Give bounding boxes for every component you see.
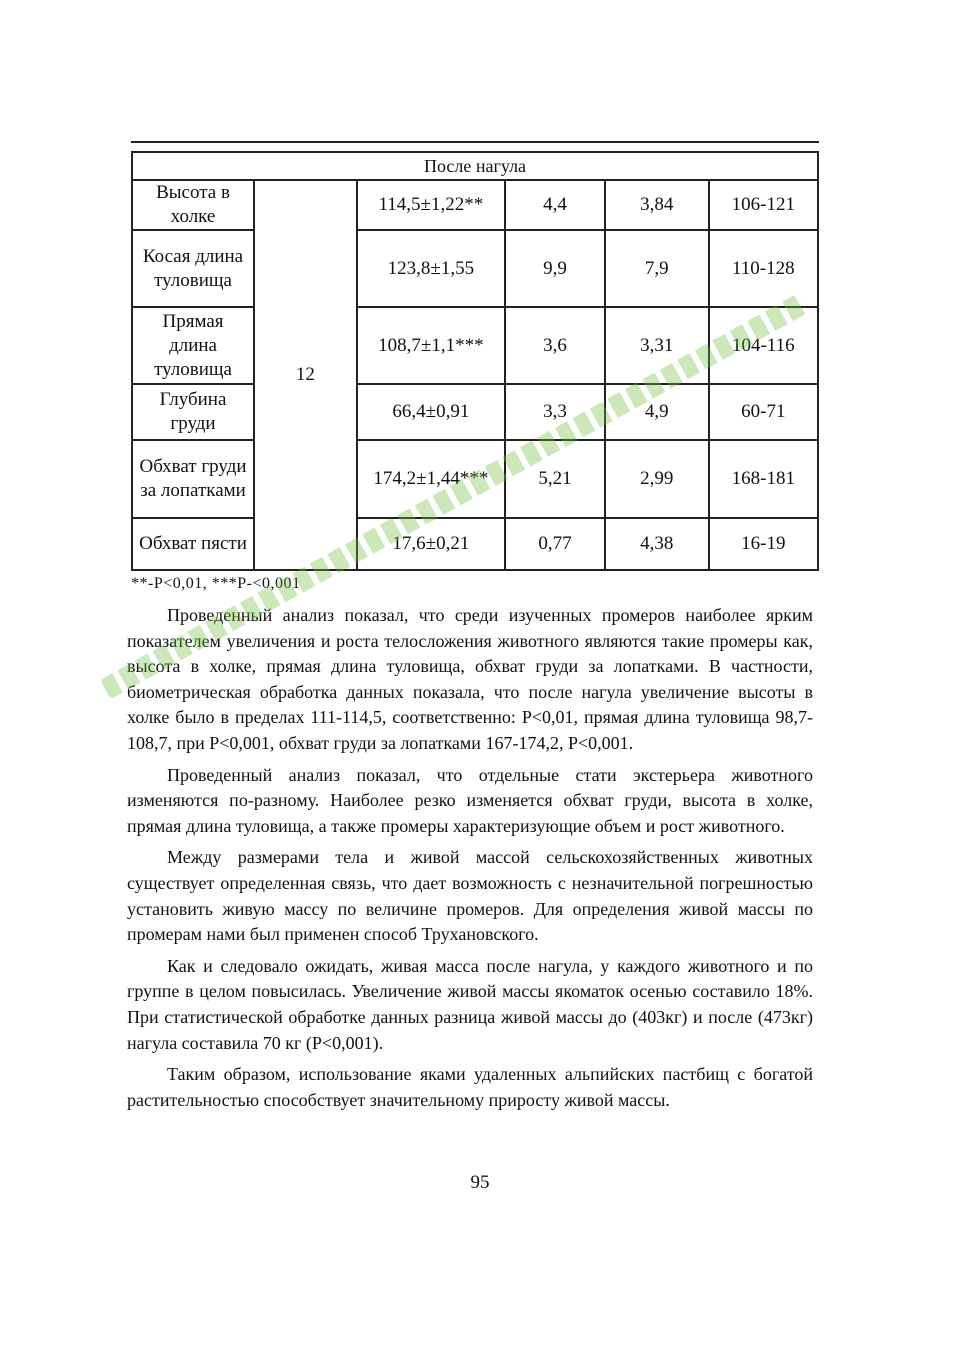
range-cell: 60-71 <box>709 384 818 440</box>
sd-cell: 2,99 <box>605 440 709 518</box>
table-row <box>132 230 818 307</box>
range-cell: 110-128 <box>709 230 818 307</box>
row-name: Глубина груди <box>132 384 254 440</box>
paragraph: Проведенный анализ показал, что среди изученных промеров наиболее ярким показателем увеличения и роста телосложения животного являются такие промеры как, высота в холке, прямая длина туловища, обхват груди за лопатками. В частности, биометрическая обработка данных показала, что после нагула увеличение высоты в холке было в пределах 111-114,5, соответственно: P<0,01, прямая длина туловища 98,7-108,7, при P<0,001, обхват груди за лопатками 167-174,2, P<0,001. <box>127 605 813 753</box>
mean-cell: 17,6±0,21 <box>357 518 505 570</box>
page-number: 95 <box>470 1172 490 1193</box>
cv-cell: 5,21 <box>505 440 605 518</box>
range-cell: 16-19 <box>709 518 818 570</box>
row-name: Прямая длина туловища <box>132 307 254 384</box>
sd-cell: 3,84 <box>605 180 709 230</box>
range-cell: 106-121 <box>709 180 818 230</box>
cv-cell: 3,6 <box>505 307 605 384</box>
mean-cell: 66,4±0,91 <box>357 384 505 440</box>
table-row <box>132 180 818 230</box>
sd-cell: 4,38 <box>605 518 709 570</box>
row-name: Обхват груди за лопатками <box>132 440 254 518</box>
sd-cell: 3,31 <box>605 307 709 384</box>
mean-cell: 108,7±1,1*** <box>357 307 505 384</box>
table-header-row <box>132 152 818 180</box>
table-row <box>132 384 818 440</box>
paragraph: Таким образом, использование яками удаленных альпийских пастбищ с богатой растительностью способствует значительному приросту живой массы. <box>127 1064 813 1110</box>
sd-cell: 7,9 <box>605 230 709 307</box>
cv-cell: 4,4 <box>505 180 605 230</box>
sd-cell: 4,9 <box>605 384 709 440</box>
cv-cell: 0,77 <box>505 518 605 570</box>
row-name: Косая длина туловища <box>132 230 254 307</box>
row-name: Высота в холке <box>132 180 254 230</box>
paragraph: Как и следовало ожидать, живая масса после нагула, у каждого животного и по группе в целом повысилась. Увеличение живой массы якоматок осенью составило 18%. При статистической обработке данных разница живой массы до (403кг) и после (473кг) нагула составила 70 кг (P<0,001). <box>127 955 813 1053</box>
significance-footnote: **-P<0,01, ***P-<0,001 <box>131 575 301 592</box>
range-cell: 168-181 <box>709 440 818 518</box>
paragraph: Между размерами тела и живой массой сельскохозяйственных животных существует определенная связь, что дает возможность с незначительной погрешностью установить живую массу по величине промеров. Для определения живой массы по промерам нами был применен способ Трухановского. <box>127 847 813 945</box>
mean-cell: 174,2±1,44*** <box>357 440 505 518</box>
mean-cell: 114,5±1,22** <box>357 180 505 230</box>
cv-cell: 9,9 <box>505 230 605 307</box>
table-row <box>132 518 818 570</box>
cv-cell: 3,3 <box>505 384 605 440</box>
paragraph: Проведенный анализ показал, что отдельные стати экстерьера животного изменяются по-разному. Наиболее резко изменяется обхват груди, высота в холке, прямая длина туловища, а также промеры характеризующие объем и рост животного. <box>127 764 813 836</box>
range-cell: 104-116 <box>709 307 818 384</box>
sample-size-cell: 12 <box>254 180 357 570</box>
row-name: Обхват пясти <box>132 518 254 570</box>
mean-cell: 123,8±1,55 <box>357 230 505 307</box>
body-text <box>127 603 813 1119</box>
table-header: После нагула <box>132 152 818 180</box>
top-rule <box>131 141 819 143</box>
